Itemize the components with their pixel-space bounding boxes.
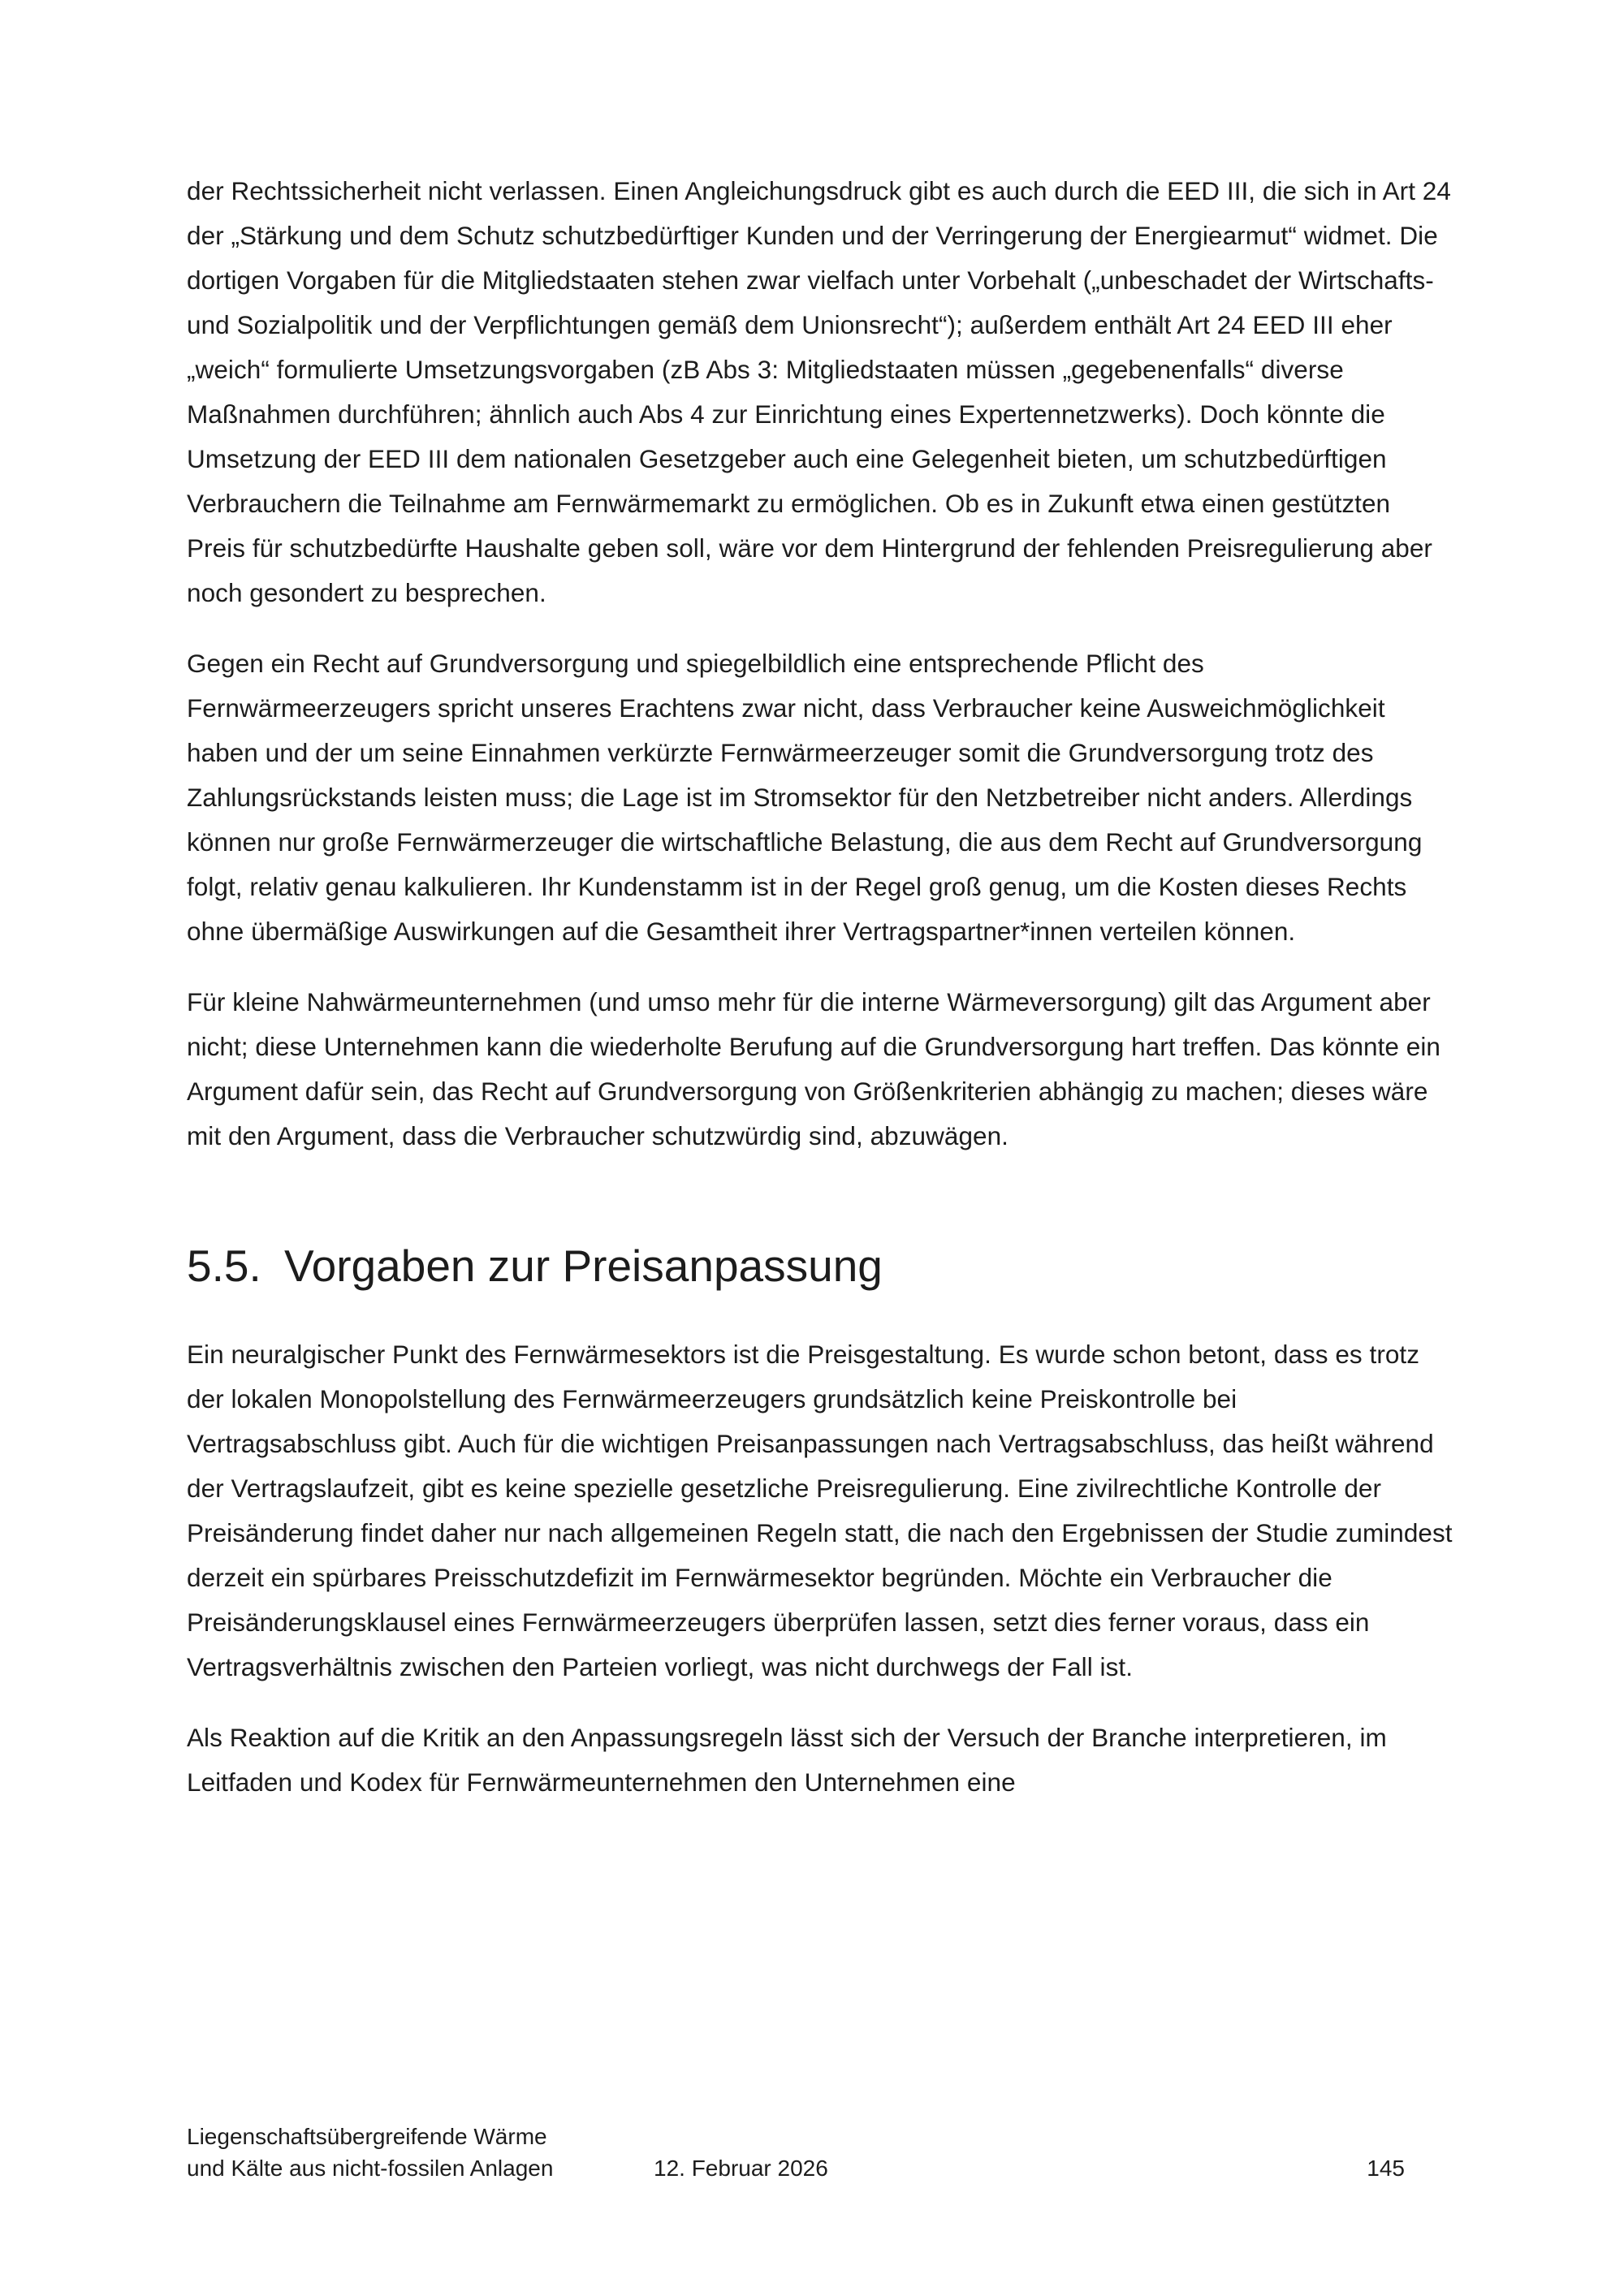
- paragraph: Als Reaktion auf die Kritik an den Anpassungsregeln lässt sich der Versuch der Branche interpretieren, im Leitfaden und Kodex für Fernwärmeunternehmen den Unternehmen eine: [187, 1723, 1387, 1797]
- footer-title-line-1: Liegenschaftsübergreifende Wärme: [187, 2124, 547, 2149]
- footer-title-line-2: und Kälte aus nicht-fossilen Anlagen: [187, 2156, 554, 2181]
- paragraph: der Rechtssicherheit nicht verlassen. Einen Angleichungsdruck gibt es auch durch die EED III, die sich in Art 24 der „Stärkung und dem Schutz schutzbedürftiger Kunden und der Verringerung der Energiearmut“ widmet. Die dortigen Vorgaben für die Mitgliedstaaten stehen zwar vielfach unter Vorbehalt („unbeschadet der Wirtschafts- und Sozialpolitik und der Verpflichtungen gemäß dem Unionsrecht“); außerdem enthält Art 24 EED III eher „weich“ formulierte Umsetzungsvorgaben (zB Abs 3: Mitgliedstaaten müssen „gegebenenfalls“ diverse Maßnahmen durchführen; ähnlich auch Abs 4 zur Einrichtung eines Expertennetzwerks). Doch könnte die Umsetzung der EED III dem nationalen Gesetzgeber auch eine Gelegenheit bieten, um schutzbedürftigen Verbrauchern die Teilnahme am Fernwärmemarkt zu ermöglichen. Ob es in Zukunft etwa einen gestützten Preis für schutzbedürfte Haushalte geben soll, wäre vor dem Hintergrund der fehlenden Preisregulierung aber noch gesondert zu besprechen.: [187, 176, 1451, 607]
- footer-date: 12. Februar 2026: [654, 2156, 828, 2181]
- page-body: [187, 169, 1453, 1831]
- paragraph: Ein neuralgischer Punkt des Fernwärmesektors ist die Preisgestaltung. Es wurde schon betont, dass es trotz der lokalen Monopolstellung des Fernwärmeerzeugers grundsätzlich keine Preiskontrolle bei Vertragsabschluss gibt. Auch für die wichtigen Preisanpassungen nach Vertragsabschluss, das heißt während der Vertragslaufzeit, gibt es keine spezielle gesetzliche Preisregulierung. Eine zivilrechtliche Kontrolle der Preisänderung findet daher nur nach allgemeinen Regeln statt, die nach den Ergebnissen der Studie zumindest derzeit ein spürbares Preisschutzdefizit im Fernwärmesektor begründen. Möchte ein Verbraucher die Preisänderungsklausel eines Fernwärmeerzeugers überprüfen lassen, setzt dies ferner voraus, dass ein Vertragsverhältnis zwischen den Parteien vorliegt, was nicht durchwegs der Fall ist.: [187, 1340, 1453, 1681]
- page-footer: [187, 2121, 1405, 2202]
- paragraph: Für kleine Nahwärmeunternehmen (und umso mehr für die interne Wärmeversorgung) gilt das Argument aber nicht; diese Unternehmen kann die wiederholte Berufung auf die Grundversorgung hart treffen. Das könnte ein Argument dafür sein, das Recht auf Grundversorgung von Größenkriterien abhängig zu machen; dieses wäre mit den Argument, dass die Verbraucher schutzwürdig sind, abzuwägen.: [187, 987, 1440, 1150]
- footer-document-title: [187, 2121, 609, 2184]
- section-number: 5.5.: [187, 1241, 261, 1291]
- page-number: 145: [1367, 2156, 1405, 2181]
- section-heading: [187, 1233, 1453, 1298]
- section-title: Vorgaben zur Preisanpassung: [284, 1241, 883, 1291]
- paragraph: Gegen ein Recht auf Grundversorgung und spiegelbildlich eine entsprechende Pflicht des Fernwärmeerzeugers spricht unseres Erachtens zwar nicht, dass Verbraucher keine Ausweichmöglichkeit haben und der um seine Einnahmen verkürzte Fernwärmeerzeuger somit die Grundversorgung trotz des Zahlungsrückstands leisten muss; die Lage ist im Stromsektor für den Netzbetreiber nicht anders. Allerdings können nur große Fernwärmerzeuger die wirtschaftliche Belastung, die aus dem Recht auf Grundversorgung folgt, relativ genau kalkulieren. Ihr Kundenstamm ist in der Regel groß genug, um die Kosten dieses Rechts ohne übermäßige Auswirkungen auf die Gesamtheit ihrer Vertragspartner*innen verteilen können.: [187, 649, 1423, 946]
